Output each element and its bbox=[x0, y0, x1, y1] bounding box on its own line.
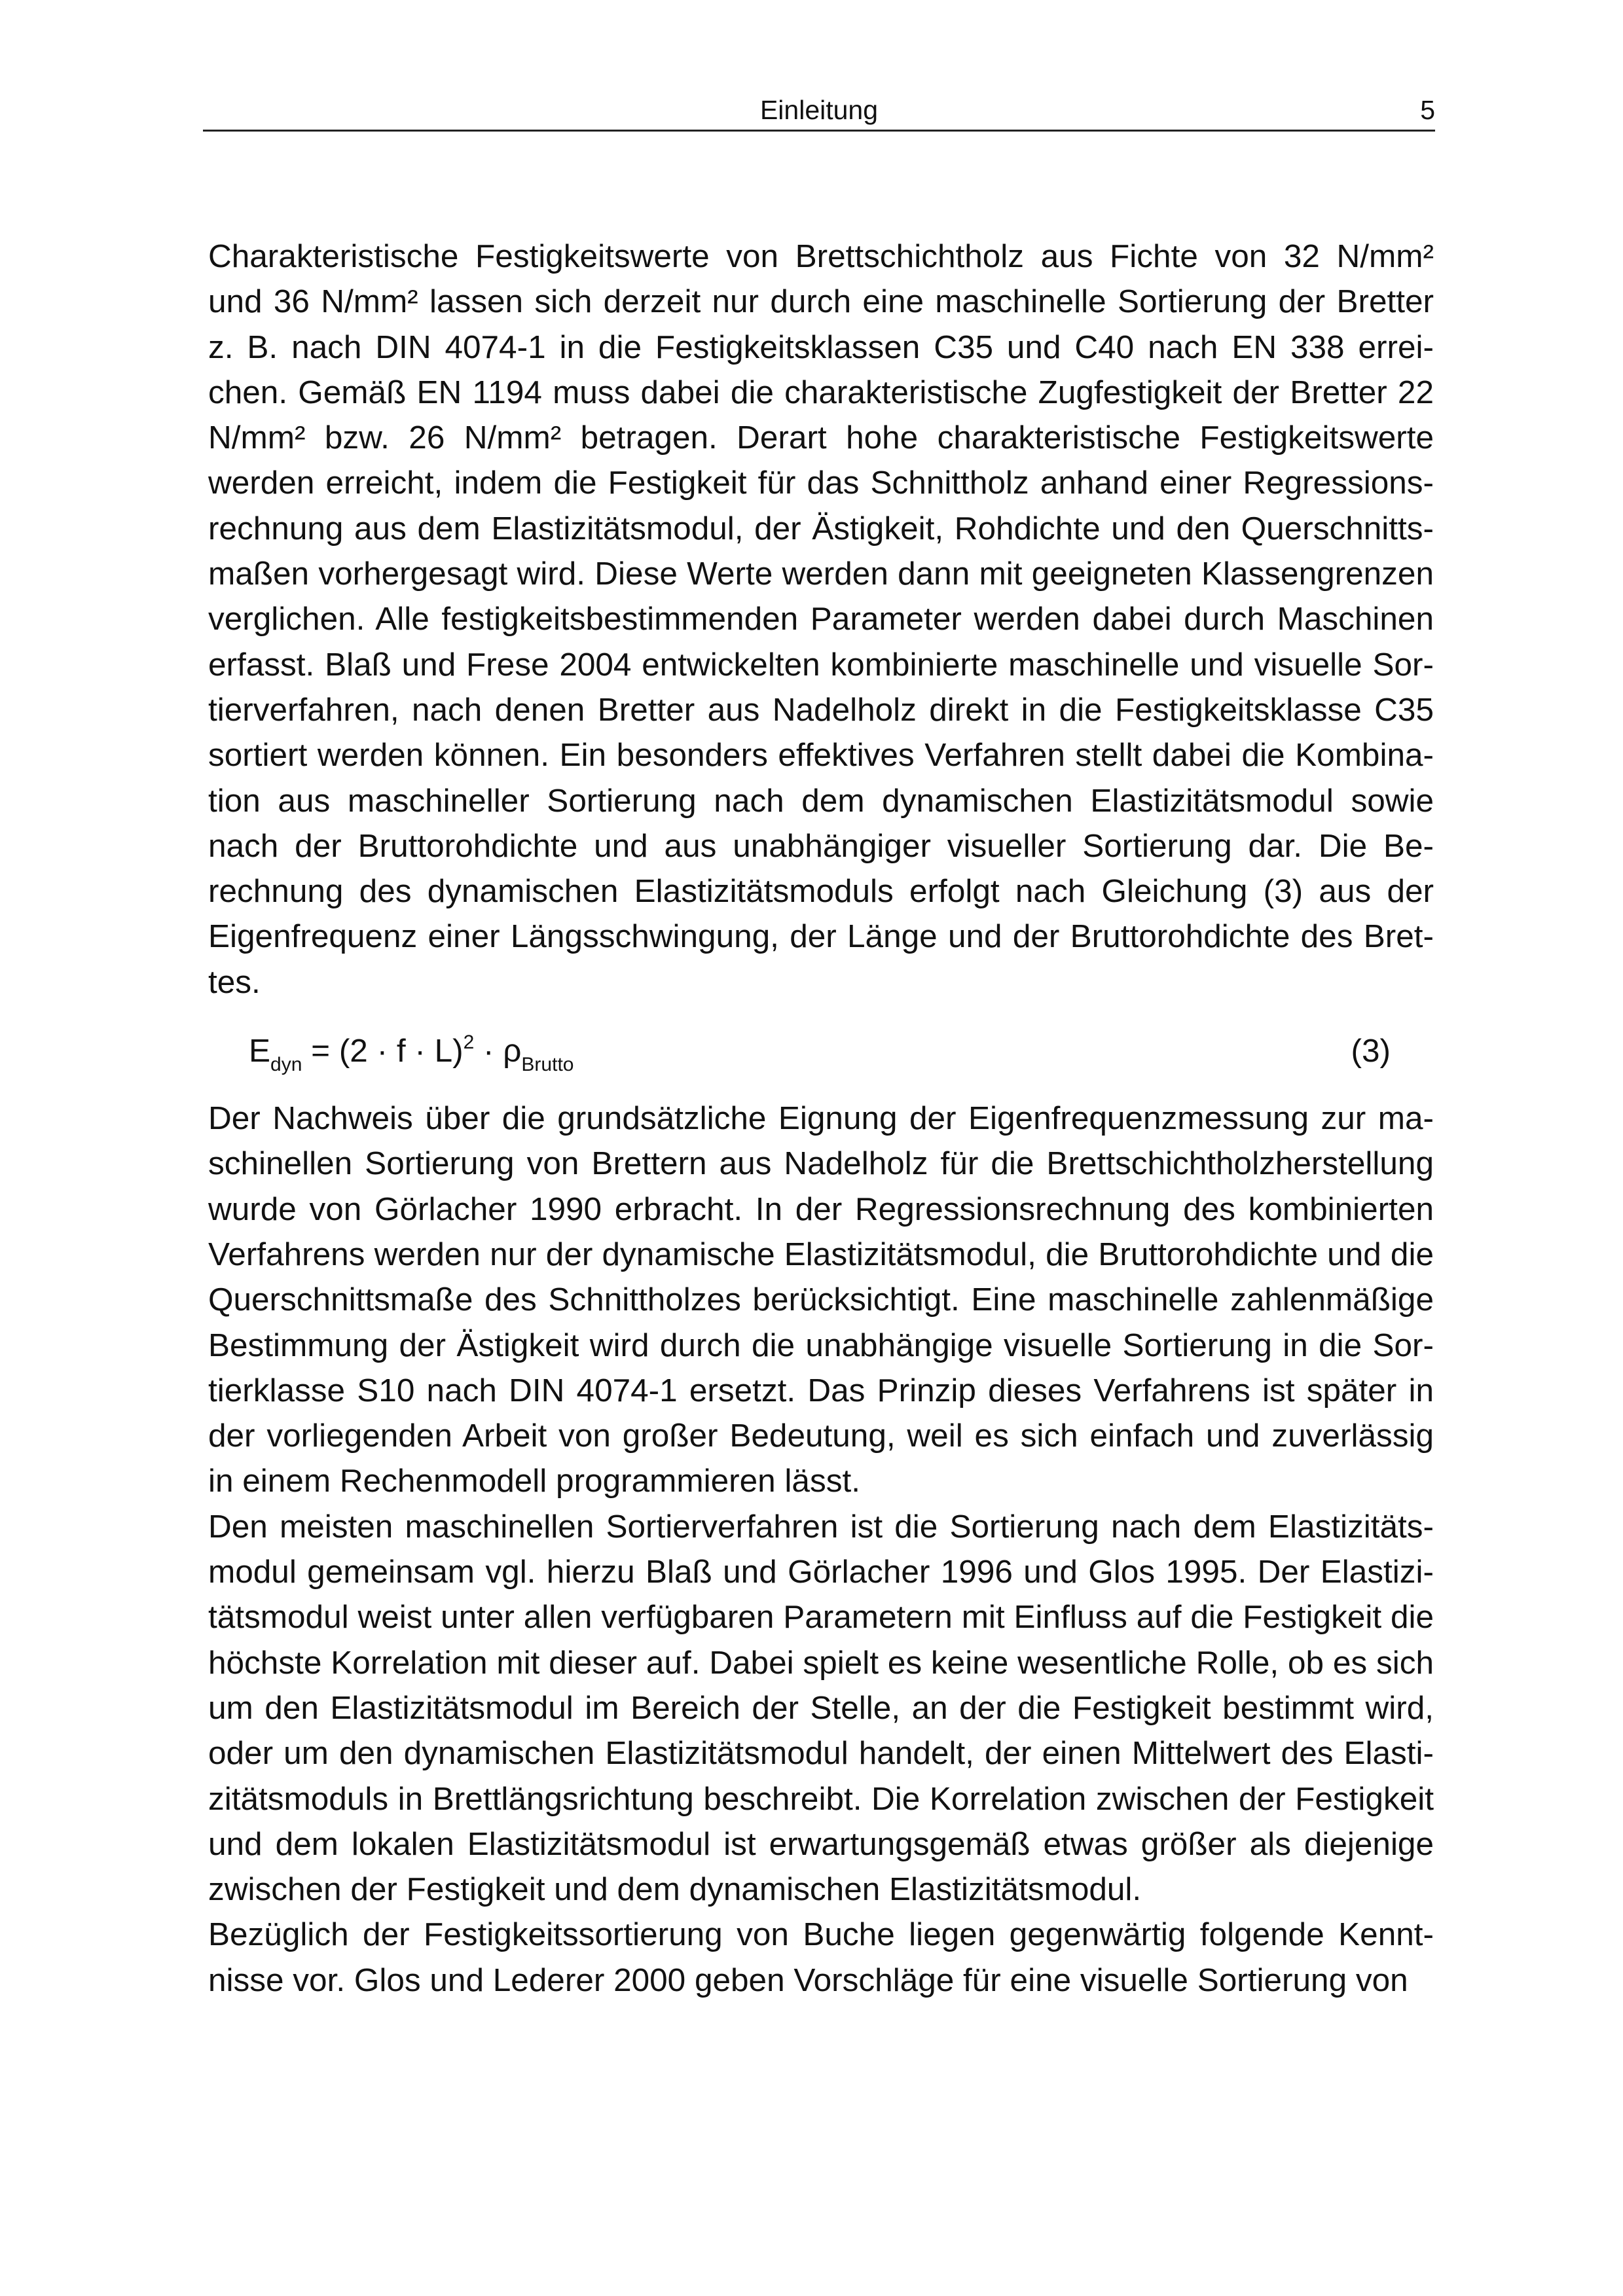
equation-expression bbox=[249, 1028, 574, 1078]
paragraph-2: Der Nachweis über die grundsätzliche Eignung der Eigenfrequenzmessung zur maschinellen Sortierung von Brettern aus Nadelholz für die Brettschichtholzherstellung wurde von Görlacher 1990 erbracht. In der Regressionsrechnung des kombinierten Verfahrens werden nur der dynamische Elastizitätsmodul, die Bruttorohdichte und die Querschnittsmaße des Schnittholzes berücksichtigt. Eine maschinelle zahlenmäßige Bestimmung der Ästigkeit wird durch die unabhängige visuelle Sortierung in die Sortierklasse S10 nach DIN 4074-1 ersetzt. Das Prinzip dieses Verfahrens ist später in der vorliegenden Arbeit von großer Bedeutung, weil es sich einfach und zuverlässig in einem Rechenmodell programmieren lässt. bbox=[208, 1100, 1434, 1499]
body-text bbox=[208, 234, 1434, 2003]
paragraph-1: Charakteristische Festigkeitswerte von Brettschichtholz aus Fichte von 32 N/mm² und 36 N/mm² lassen sich derzeit nur durch eine maschinelle Sortierung der Bretter z. B. nach DIN 4074-1 in die Festigkeitsklassen C35 und C40 nach EN 338 erreichen. Gemäß EN 1194 muss dabei die charakteristische Zugfestigkeit der Bretter 22 N/mm² bzw. 26 N/mm² betragen. Derart hohe charakteristische Festigkeitswerte werden erreicht, indem die Festigkeit für das Schnittholz anhand einer Regressionsrechnung aus dem Elastizitätsmodul, der Ästigkeit, Rohdichte und den Querschnittsmaßen vorhergesagt wird. Diese Werte werden dann mit geeigneten Klassengrenzen verglichen. Alle festigkeitsbestimmenden Parameter werden dabei durch Maschinen erfasst. Blaß und Frese 2004 entwickelten kombinierte maschinelle und visuelle Sortierverfahren, nach denen Bretter aus Nadelholz direkt in die Festigkeitsklasse C35 sortiert werden können. Ein besonders effektives Verfahren stellt dabei die Kombination aus maschineller Sortierung nach dem dynamischen Elastizitätsmodul sowie nach der Bruttorohdichte und aus unabhängiger visueller Sortierung dar. Die Berechnung des dynamischen Elastizitätsmoduls erfolgt nach Gleichung (3) aus der Eigenfrequenz einer Längsschwingung, der Länge und der Bruttorohdichte des Brettes. bbox=[208, 238, 1434, 1000]
equation-lhs: E bbox=[249, 1033, 271, 1069]
equation-middle: = (2 · f · L) bbox=[302, 1033, 464, 1069]
chapter-title: Einleitung bbox=[759, 95, 879, 125]
paragraph-3: Den meisten maschinellen Sortierverfahren ist die Sortierung nach dem Elastizitätsmodul gemeinsam vgl. hierzu Blaß und Görlacher 1996 und Glos 1995. Der Elastizitätsmodul weist unter allen verfügbaren Parametern mit Einfluss auf die Festigkeit die höchste Korrelation mit dieser auf. Dabei spielt es keine wesentliche Rolle, ob es sich um den Elastizitätsmodul im Bereich der Stelle, an der die Festigkeit bestimmt wird, oder um den dynamischen Elastizitätsmodul handelt, der einen Mittelwert des Elastizitätsmoduls in Brettlängsrichtung beschreibt. Die Korrelation zwischen der Festigkeit und dem lokalen Elastizitätsmodul ist erwartungsgemäß etwas größer als diejenige zwischen der Festigkeit und dem dynamischen Elastizitätsmodul. bbox=[208, 1508, 1434, 1908]
page-number: 5 bbox=[1420, 95, 1435, 125]
equation-rhs: · ρ bbox=[474, 1033, 522, 1069]
equation-rhs-subscript: Brutto bbox=[521, 1054, 574, 1076]
equation-lhs-subscript: dyn bbox=[270, 1054, 302, 1076]
paragraph-4: Bezüglich der Festigkeitssortierung von Buche liegen gegenwärtig folgende Kenntnisse vor. Glos und Lederer 2000 geben Vorschläge für eine visuelle Sortierung von bbox=[208, 1916, 1434, 1998]
running-header bbox=[203, 90, 1435, 132]
equation-number: (3) bbox=[1351, 1033, 1391, 1069]
equation-3 bbox=[208, 1028, 1434, 1076]
equation-exponent: 2 bbox=[463, 1031, 475, 1054]
